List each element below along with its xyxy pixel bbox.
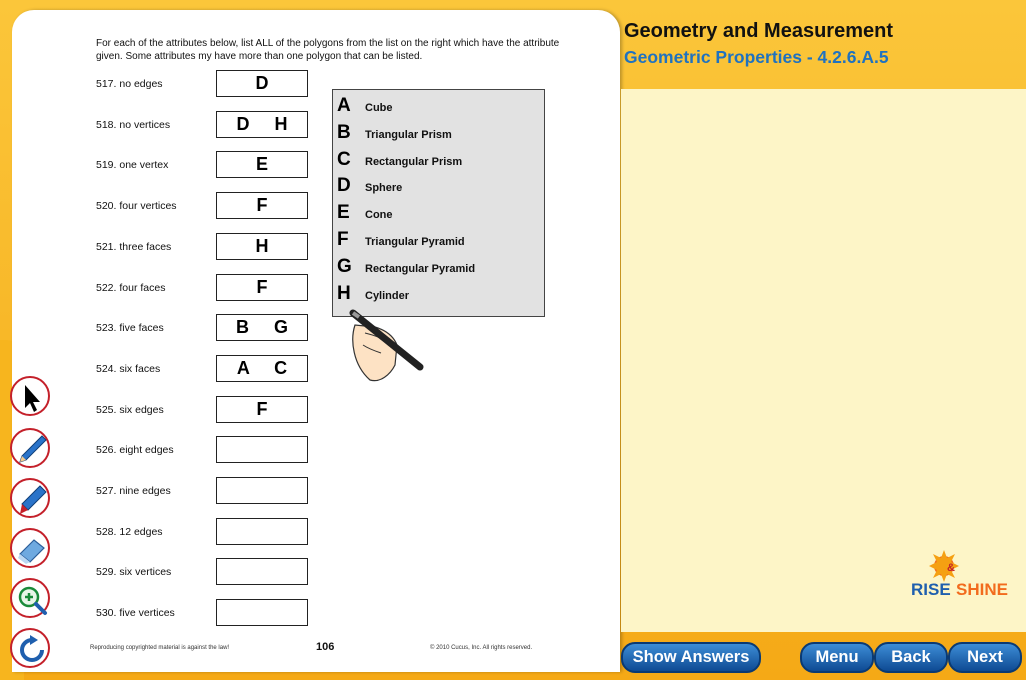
question-label: 528. 12 edges xyxy=(96,525,163,538)
question-label: 527. nine edges xyxy=(96,485,171,497)
question-row xyxy=(96,111,326,139)
zoom-tool[interactable] xyxy=(10,578,50,618)
question-row xyxy=(96,355,326,383)
question-row xyxy=(96,314,326,342)
question-row xyxy=(96,599,326,627)
page-title: Geometry and Measurement xyxy=(624,20,893,42)
page-subtitle: Geometric Properties - 4.2.6.A.5 xyxy=(624,47,889,67)
answer-box[interactable]: F xyxy=(216,274,308,301)
option-name: Cone xyxy=(365,209,393,222)
marker-tool[interactable] xyxy=(10,478,50,518)
answer-box[interactable]: D xyxy=(216,70,308,97)
logo-shine: SHINE xyxy=(956,580,1008,599)
question-label: 530. five vertices xyxy=(96,607,175,620)
question-row xyxy=(96,396,326,424)
cursor-icon xyxy=(16,382,48,414)
shape-option xyxy=(337,120,537,146)
option-name: Triangular Pyramid xyxy=(365,236,465,248)
option-letter: F xyxy=(337,229,349,250)
blue-marker-icon xyxy=(16,484,48,516)
option-name: Rectangular Pyramid xyxy=(365,262,476,275)
question-row xyxy=(96,477,326,505)
question-row xyxy=(96,233,326,261)
instructions-text: For each of the attributes below, list ALL of the polygons from the list on the right which have the attribute given. Some attributes my have more than one polygon that can be listed. xyxy=(96,38,560,62)
question-label: 526. eight edges xyxy=(96,444,174,457)
footer-copyright: © 2010 Cucus, Inc. All rights reserved. xyxy=(430,645,533,651)
hand-with-pen-icon xyxy=(345,305,425,385)
pen-tool[interactable] xyxy=(10,428,50,468)
question-label: 529. six vertices xyxy=(96,566,172,579)
shape-option xyxy=(337,200,537,226)
question-row xyxy=(96,436,326,464)
eraser-tool[interactable] xyxy=(10,528,50,568)
question-row xyxy=(96,151,326,179)
back-button[interactable]: Back xyxy=(874,642,948,673)
option-name: Triangular Prism xyxy=(365,128,452,141)
question-row xyxy=(96,518,326,546)
question-row xyxy=(96,558,326,586)
shape-option xyxy=(337,173,537,199)
footer-copyright-warning: Reproducing copyrighted material is against the law! xyxy=(90,645,230,651)
cursor-tool[interactable] xyxy=(10,376,50,416)
answer-box[interactable] xyxy=(216,477,308,504)
option-letter: E xyxy=(337,202,350,224)
menu-button[interactable]: Menu xyxy=(800,642,874,673)
answer-box[interactable] xyxy=(216,518,308,545)
question-label: 524. six faces xyxy=(96,362,161,375)
show-answers-button[interactable]: Show Answers xyxy=(621,642,761,673)
question-label: 519. one vertex xyxy=(96,159,169,172)
answer-box[interactable]: D H xyxy=(216,111,308,138)
answer-box[interactable]: H xyxy=(216,233,308,260)
question-label: 525. six edges xyxy=(96,403,164,416)
answer-box[interactable] xyxy=(216,599,308,626)
answer-box[interactable] xyxy=(216,436,308,463)
option-name: Cylinder xyxy=(365,289,410,302)
next-button[interactable]: Next xyxy=(948,642,1022,673)
option-name: Sphere xyxy=(365,182,403,195)
question-row xyxy=(96,192,326,220)
question-label: 518. no vertices xyxy=(96,118,171,131)
option-name: Cube xyxy=(365,102,393,114)
question-label: 520. four vertices xyxy=(96,200,177,213)
shape-option xyxy=(337,254,537,280)
answer-box[interactable]: F xyxy=(216,396,308,423)
option-letter: C xyxy=(337,148,351,170)
option-letter: A xyxy=(337,95,351,116)
question-label: 521. three faces xyxy=(96,240,172,253)
shape-option xyxy=(337,227,537,253)
page-number: 106 xyxy=(316,641,335,653)
question-label: 523. five faces xyxy=(96,322,164,335)
answer-box[interactable] xyxy=(216,558,308,585)
shape-option xyxy=(337,93,537,119)
option-letter: G xyxy=(337,255,352,277)
shape-option xyxy=(337,281,537,307)
shape-option xyxy=(337,147,537,173)
answer-box[interactable]: E xyxy=(216,151,308,178)
refresh-tool[interactable] xyxy=(10,628,50,668)
logo-rise: RISE xyxy=(911,580,951,599)
answer-box[interactable]: B G xyxy=(216,314,308,341)
option-letter: B xyxy=(337,121,351,143)
question-label: 517. no edges xyxy=(96,78,163,90)
answer-box[interactable]: A C xyxy=(216,355,308,382)
question-row xyxy=(96,70,326,98)
rise-and-shine-logo xyxy=(909,548,1009,608)
refresh-icon xyxy=(16,634,48,666)
eraser-icon xyxy=(16,534,48,566)
question-row xyxy=(96,274,326,302)
option-letter: H xyxy=(337,282,351,304)
question-label: 522. four faces xyxy=(96,281,166,294)
option-letter: D xyxy=(337,175,351,197)
zoom-in-icon xyxy=(16,584,48,616)
shape-options-box xyxy=(332,89,545,317)
answer-box[interactable]: F xyxy=(216,192,308,219)
blue-pen-icon xyxy=(16,434,48,466)
option-name: Rectangular Prism xyxy=(365,155,463,168)
logo-amp: & xyxy=(947,562,955,574)
